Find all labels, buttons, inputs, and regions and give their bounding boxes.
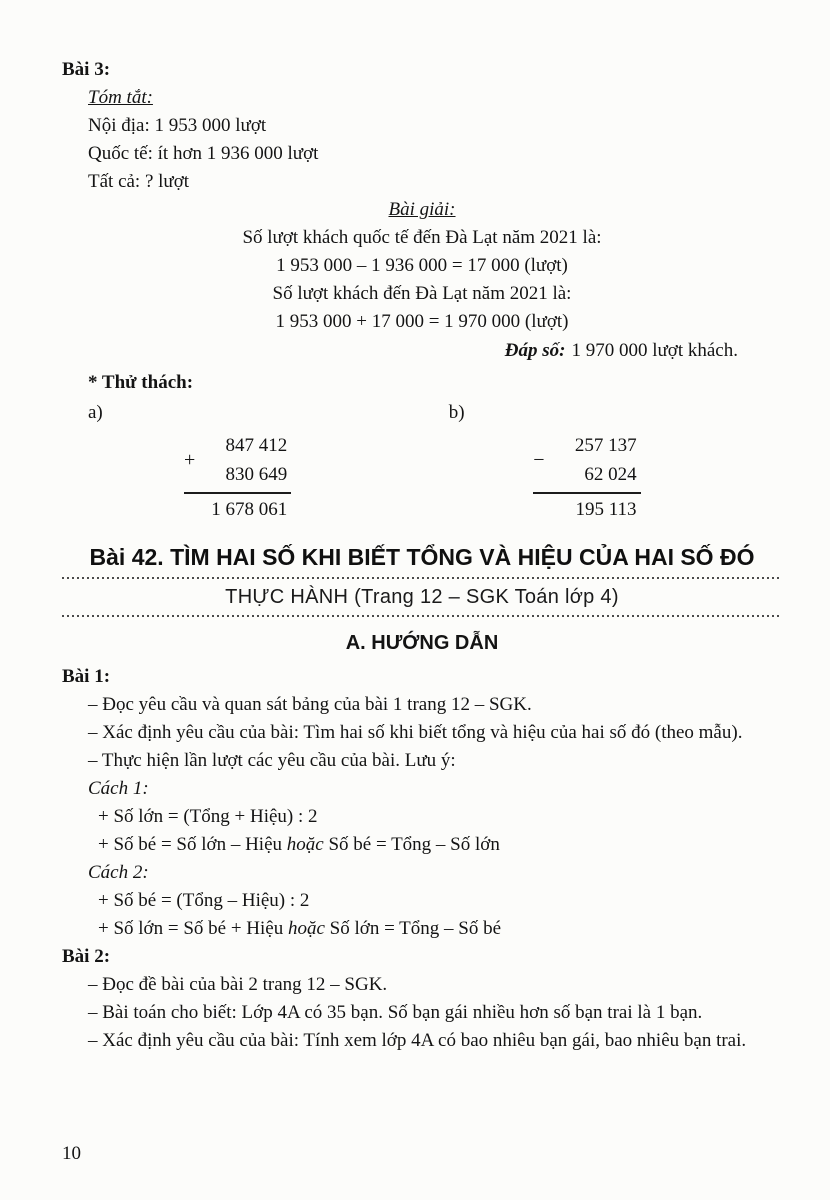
math-problems-row: [62, 431, 782, 525]
summary-line-domestic: Nội địa: 1 953 000 lượt: [88, 115, 267, 136]
summary-line-international: Quốc tế: ít hơn 1 936 000 lượt: [88, 143, 319, 164]
bai2-step-3: – Xác định yêu cầu của bài: Tính xem lớp 4A có bao nhiêu bạn gái, bao nhiêu bạn trai.: [88, 1030, 747, 1051]
bai2-step-2: – Bài toán cho biết: Lớp 4A có 35 bạn. Số bạn gái nhiều hơn số bạn trai là 1 bạn.: [88, 1002, 703, 1023]
cach2-formula-2-post: Số lớn = Tổng – Số bé: [324, 918, 502, 939]
dapso-line: [62, 337, 782, 365]
cach1-label: Cách 1:: [88, 778, 149, 799]
section-thu-thach: [62, 369, 782, 525]
cach2-formula-2-hoac: hoặc: [287, 918, 325, 939]
tomtat-label: Tóm tắt:: [88, 87, 153, 108]
section-bai-1: [62, 663, 782, 943]
dapso-label: Đáp số:: [504, 340, 566, 361]
solution-line-4: 1 953 000 + 17 000 = 1 970 000 (lượt): [275, 311, 569, 332]
addition-operand-2: 830 649: [225, 464, 288, 485]
solution-line-3: Số lượt khách đến Đà Lạt năm 2021 là:: [272, 283, 572, 304]
cach1-formula-2-pre: + Số bé = Số lớn – Hiệu: [98, 834, 287, 855]
dapso-value: 1 970 000 lượt khách.: [571, 340, 738, 361]
baigiai-label: Bài giải:: [388, 199, 456, 220]
bai1-step-3: – Thực hiện lần lượt các yêu cầu của bài. Lưu ý:: [88, 750, 456, 771]
bai1-step-2: – Xác định yêu cầu của bài: Tìm hai số khi biết tổng và hiệu của hai số đó (theo mẫu).: [88, 722, 743, 743]
cach1-formula-2-post: Số bé = Tổng – Số lớn: [323, 834, 500, 855]
section-a-heading: A. HƯỚNG DẪN: [345, 632, 499, 654]
subtraction-operand-1: 257 137: [574, 435, 637, 456]
addition-result: 1 678 061: [211, 499, 288, 520]
addition-operands: [184, 431, 291, 494]
bai1-title: Bài 1:: [62, 666, 111, 687]
cach1-formula-2-hoac: hoặc: [286, 834, 324, 855]
dotted-divider-bottom: [62, 615, 782, 617]
bai3-title: Bài 3:: [62, 59, 111, 80]
subtraction-operand-2: 62 024: [584, 464, 637, 485]
subtraction-result: 195 113: [575, 499, 637, 520]
lesson-42-title: Bài 42. TÌM HAI SỐ KHI BIẾT TỔNG VÀ HIỆU CỦA HAI SỐ ĐÓ: [89, 544, 755, 570]
cach2-formula-2-pre: + Số lớn = Số bé + Hiệu: [98, 918, 288, 939]
cach1-formula-1: + Số lớn = (Tổng + Hiệu) : 2: [98, 806, 318, 827]
bai2-title: Bài 2:: [62, 946, 111, 967]
cach2-formula-2: [98, 915, 782, 943]
dotted-divider-top: [62, 577, 782, 579]
subtraction-problem: [533, 431, 640, 525]
addition-numbers: [205, 431, 287, 489]
page-number: 10: [62, 1143, 81, 1164]
bai2-step-1: – Đọc đề bài của bài 2 trang 12 – SGK.: [88, 974, 388, 995]
bai1-step-1: – Đọc yêu cầu và quan sát bảng của bài 1 trang 12 – SGK.: [88, 694, 532, 715]
addition-problem: [184, 431, 291, 525]
cach2-label: Cách 2:: [88, 862, 149, 883]
plus-sign: +: [184, 449, 196, 471]
summary-line-total: Tất cả: ? lượt: [88, 171, 190, 192]
solution-line-2: 1 953 000 – 1 936 000 = 17 000 (lượt): [276, 255, 568, 276]
section-bai-2: [62, 943, 782, 1055]
subtraction-operands: [533, 431, 640, 494]
subtraction-numbers: [555, 431, 637, 489]
cach1-formula-2: [98, 831, 782, 859]
solution-line-1: Số lượt khách quốc tế đến Đà Lạt năm 2021 là:: [242, 227, 602, 248]
cach2-formula-1: + Số bé = (Tổng – Hiệu) : 2: [98, 890, 310, 911]
lesson-42-header: [62, 541, 782, 617]
minus-sign: −: [533, 449, 545, 471]
part-labels-row: [62, 399, 782, 427]
part-a-label: a): [88, 402, 103, 423]
section-bai-3: [62, 56, 782, 365]
addition-operand-1: 847 412: [225, 435, 288, 456]
part-b-label: b): [448, 402, 465, 423]
thuthach-label: * Thử thách:: [88, 372, 194, 393]
lesson-42-subtitle: THỰC HÀNH (Trang 12 – SGK Toán lớp 4): [225, 586, 619, 608]
